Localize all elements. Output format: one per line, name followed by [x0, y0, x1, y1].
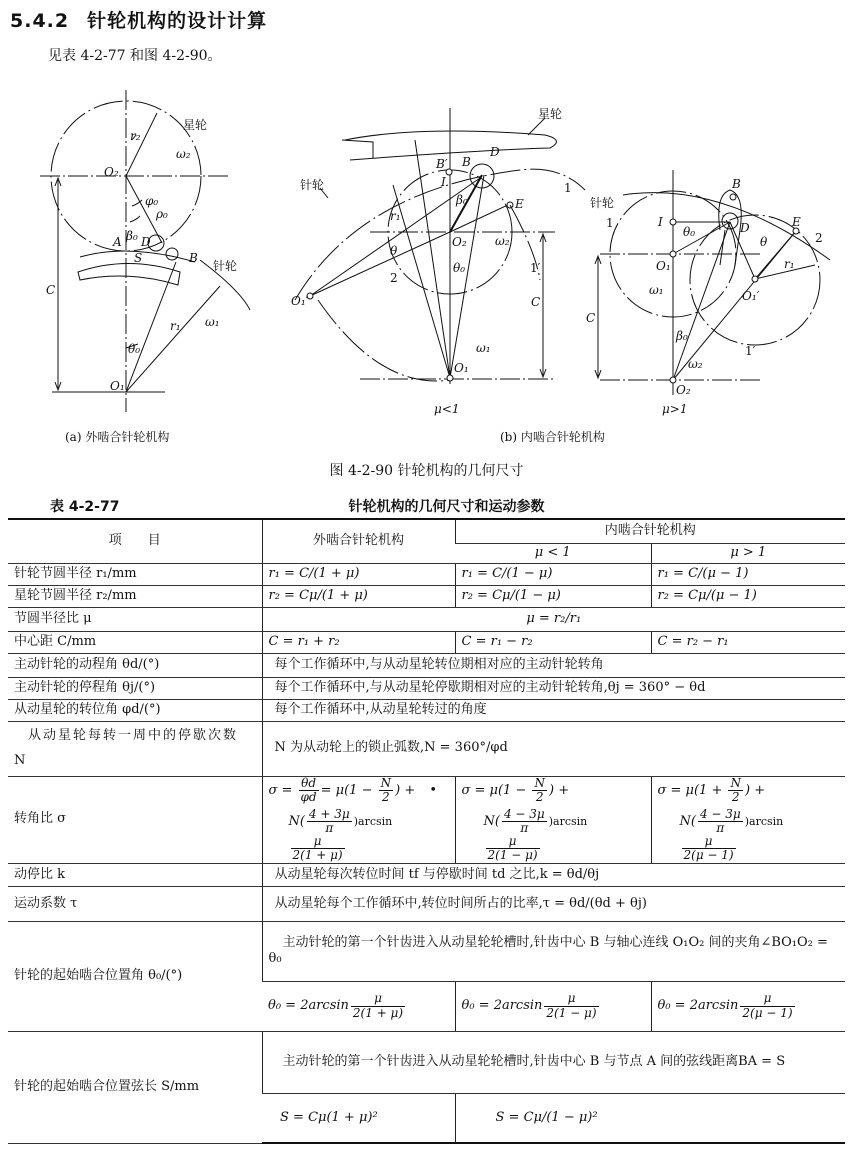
cell-external: r₁ = C/(1 + μ) [262, 563, 455, 585]
r2-line [126, 113, 157, 176]
pin-circle-2 [166, 248, 178, 260]
caption-a: (a) 外啮合针轮机构 [65, 430, 170, 444]
fraction [291, 835, 345, 862]
point-O1 [447, 375, 453, 381]
table-header-row [8, 519, 845, 543]
numerator: N [730, 775, 741, 790]
row-item: 动停比 k [8, 863, 262, 886]
label-theta0: θ₀ [128, 342, 141, 356]
fraction [502, 808, 547, 835]
table-row [8, 563, 845, 585]
label-o1: O₁ [110, 379, 125, 393]
label-pin-wheel: 针轮 [590, 196, 615, 210]
numerator: θd [299, 777, 319, 791]
header-mu-gt-1: μ > 1 [651, 543, 845, 563]
intro-text: 见表 4-2-77 和图 4-2-90。 [48, 48, 222, 64]
row-item: 星轮节圆半径 r₂/mm [8, 585, 262, 607]
header-external: 外啮合针轮机构 [262, 519, 455, 563]
table-row [8, 921, 845, 981]
label-E: E [792, 215, 801, 229]
numerator: μ [486, 835, 540, 849]
fraction [682, 835, 736, 862]
formula-part: σ = [268, 782, 297, 798]
cell-span: 从动星轮每个工作循环中,转位时间所占的比率,τ = θd/(θd + θj) [262, 886, 845, 921]
label-omega2: ω₂ [688, 357, 703, 371]
sigma-line-1 [269, 777, 449, 804]
formula-part: N( [288, 814, 305, 830]
label-A: A [113, 235, 122, 249]
pin-pitch-arc [295, 169, 585, 300]
table-row [8, 677, 845, 699]
row-item: 从动星轮的转位角 φd/(°) [8, 699, 262, 721]
cell-span: N 为从动轮上的锁止弧数,N = 360°/φd [262, 721, 845, 776]
denominator: 2 [382, 789, 390, 804]
figure-a-external-mesh [40, 90, 250, 412]
label-o2: O₂ [676, 383, 691, 397]
line-o1p-o2 [310, 232, 450, 296]
point-O1 [670, 251, 676, 257]
table-title: 针轮机构的几何尺寸和运动参数 [348, 499, 545, 515]
formula-part: = μ(1 − [320, 782, 377, 798]
denominator: φd [300, 789, 317, 804]
label-r2: r₂ [130, 129, 141, 143]
cell-span: 每个工作循环中,与从动星轮停歇期相对应的主动针轮转角,θj = 360° − θd [262, 677, 845, 699]
section-number: 5.4.2 [10, 10, 70, 32]
cell-mu-gt-1: r₁ = C/(μ − 1) [651, 563, 845, 585]
label-I: I [441, 175, 446, 189]
table-row [8, 607, 845, 631]
section-heading [10, 6, 267, 33]
table-row [8, 863, 845, 886]
cell-mu-lt-1 [455, 776, 651, 863]
fraction [698, 808, 743, 835]
label-omega2: ω₂ [176, 147, 191, 161]
cell-external: r₂ = Cμ/(1 + μ) [262, 585, 455, 607]
label-o1: O₁ [656, 259, 671, 273]
sigma-line-1 [462, 777, 645, 804]
sigma-line-2 [462, 808, 645, 863]
label-beta0: β₀ [456, 193, 468, 207]
dot-mark: • [429, 782, 438, 798]
label-curve-2: 2 [390, 271, 398, 285]
table-row [8, 585, 845, 607]
cell-mu-lt-1: S = Cμ/(1 − μ)² [455, 1093, 845, 1143]
label-S: S [134, 251, 143, 265]
sigma-line-2 [269, 808, 449, 863]
cell-span: 主动针轮的第一个针齿进入从动星轮轮槽时,针齿中心 B 与节点 A 间的弦线距离BA = S [262, 1031, 845, 1093]
fraction [307, 808, 352, 835]
cell-external: C = r₁ + r₂ [262, 631, 455, 653]
table-row [8, 776, 845, 863]
numerator: N [534, 775, 545, 790]
formula-part: )arcsin [353, 815, 393, 829]
fraction [532, 777, 547, 804]
formula-part: θ₀ = 2arcsin [657, 998, 739, 1014]
point-B [730, 194, 736, 200]
formula-part: σ = μ(1 − [461, 782, 531, 798]
label-C: C [46, 283, 56, 297]
table-row [8, 886, 845, 921]
label-o1-prime: O₁′ [742, 289, 760, 303]
denominator: 2 [731, 789, 740, 804]
label-beta0: β₀ [676, 329, 688, 343]
sigma-line-1 [658, 777, 840, 804]
cell-mu-lt-1 [455, 981, 651, 1031]
label-curve-1: 1 [564, 181, 572, 195]
table-row [8, 721, 845, 776]
formula-part: ) + [548, 782, 570, 798]
formula-part: )arcsin [548, 815, 588, 829]
numerator: 4 − 3μ [503, 806, 545, 821]
cell-mu-gt-1: r₂ = Cμ/(μ − 1) [651, 585, 845, 607]
denominator: π [716, 821, 725, 836]
section-title: 针轮机构的设计计算 [87, 10, 268, 32]
row-item: 节圆半径比 μ [8, 607, 262, 631]
parameters-table [8, 518, 845, 1144]
cell-span: 每个工作循环中,与从动星轮转位期相对应的主动针轮转角 [262, 653, 845, 677]
label-theta0: θ₀ [453, 261, 466, 275]
table-row [8, 631, 845, 653]
figure-b-internal-mu-lt-1 [291, 106, 585, 416]
denominator: 2(1 − μ) [546, 1005, 597, 1020]
formula-part: )arcsin [744, 815, 784, 829]
figure-caption: 图 4-2-90 针轮机构的几何尺寸 [329, 463, 524, 479]
numerator: μ [291, 835, 345, 849]
row-item: 针轮的起始啮合位置角 θ₀/(°) [8, 921, 262, 1031]
numerator: μ [544, 992, 598, 1006]
denominator: 2(1 − μ) [487, 848, 538, 863]
numerator: 4 − 3μ [699, 806, 741, 821]
header-item: 项 目 [8, 519, 262, 563]
label-C: C [531, 295, 541, 309]
label-B: B [462, 155, 471, 169]
denominator: 2 [535, 789, 544, 804]
cell-mu-lt-1: C = r₁ − r₂ [455, 631, 651, 653]
caption-b: (b) 内啮合针轮机构 [500, 430, 605, 444]
label-pin-wheel: 针轮 [213, 259, 238, 273]
label-omega1: ω₁ [476, 341, 491, 355]
cell-external: S = Cμ(1 + μ)² [262, 1093, 455, 1143]
label-theta: θ [760, 235, 768, 249]
row-item: 主动针轮的停程角 θj/(°) [8, 677, 262, 699]
header-internal: 内啮合针轮机构 [455, 519, 845, 543]
label-D: D [490, 145, 500, 159]
label-r1: r₁ [784, 257, 795, 271]
label-E: E [515, 197, 524, 211]
label-omega2: ω₂ [495, 234, 510, 248]
label-curve-1: 1 [606, 216, 614, 230]
label-curve-2: 2 [815, 231, 823, 245]
label-phi0: φ₀ [145, 194, 159, 208]
denominator: π [325, 821, 334, 836]
star-wheel-outline [345, 131, 556, 160]
theta0-line [126, 262, 176, 392]
cell-mu-gt-1: C = r₂ − r₁ [651, 631, 845, 653]
denominator: π [520, 821, 529, 836]
label-o2: O₂ [104, 165, 119, 179]
point-O1-prime [752, 276, 758, 282]
pin-wheel-segment [78, 264, 180, 286]
figure-b-internal-mu-gt-1 [586, 170, 830, 416]
fraction [544, 992, 598, 1019]
condition-mu-gt-1: μ>1 [662, 402, 688, 416]
fraction [486, 835, 540, 862]
fraction [728, 777, 743, 804]
cell-span: μ = r₂/r₁ [262, 607, 845, 631]
header-mu-lt-1: μ < 1 [455, 543, 651, 563]
row-item: 针轮节圆半径 r₁/mm [8, 563, 262, 585]
label-r1: r₁ [390, 209, 401, 223]
row-item: 针轮的起始啮合位置弦长 S/mm [8, 1031, 262, 1143]
label-B: B [189, 251, 198, 265]
row-item: 转角比 σ [8, 776, 262, 863]
fraction [299, 777, 319, 804]
cell-span: 主动针轮的第一个针齿进入从动星轮轮槽时,针齿中心 B 与轴心连线 O₁O₂ 间的夹角∠BO₁O₂ = θ₀ [262, 921, 845, 981]
label-star-wheel: 星轮 [538, 107, 563, 121]
formula-part: θ₀ = 2arcsin [268, 998, 349, 1014]
denominator: 2(μ − 1) [683, 848, 734, 863]
numerator: μ [740, 992, 794, 1006]
condition-mu-lt-1: μ<1 [434, 402, 460, 416]
r1-line [126, 286, 220, 392]
table-row [8, 699, 845, 721]
formula-part: θ₀ = 2arcsin [461, 998, 543, 1014]
label-I: I [658, 215, 663, 229]
label-D: D [141, 235, 151, 249]
formula-part: ) + [395, 782, 416, 798]
label-omega1: ω₁ [649, 283, 664, 297]
label-curve-1-prime: 1′ [530, 261, 541, 275]
label-D: D [740, 221, 750, 235]
point-I [670, 219, 676, 225]
label-o1: O₁ [454, 361, 469, 375]
formula-part: ) + [744, 782, 766, 798]
row-item: 运动系数 τ [8, 886, 262, 921]
numerator: μ [682, 835, 736, 849]
table-row [8, 653, 845, 677]
label-C: C [586, 311, 596, 325]
sigma-line-2 [658, 808, 840, 863]
denominator: 2(1 + μ) [352, 1005, 404, 1020]
figure-4-2-90 [0, 70, 853, 455]
cell-span: 从动星轮每次转位时间 tf 与停歇时间 td 之比,k = θd/θj [262, 863, 845, 886]
row-item: 中心距 C/mm [8, 631, 262, 653]
fraction [740, 992, 794, 1019]
label-pin-wheel: 针轮 [300, 178, 325, 192]
label-rho0: ρ₀ [156, 207, 168, 221]
label-o1-prime: O₁′ [291, 294, 309, 308]
slot-outline [342, 140, 373, 158]
label-theta: θ [390, 244, 398, 258]
label-o2: O₂ [452, 235, 467, 249]
formula-part: N( [483, 814, 500, 830]
label-B: B [732, 177, 741, 191]
label-theta0: θ₀ [683, 225, 696, 239]
denominator: 2(μ − 1) [742, 1005, 793, 1020]
line-o1-d [673, 222, 730, 254]
formula-part: σ = μ(1 + [657, 782, 727, 798]
cell-span: 每个工作循环中,从动星轮转过的角度 [262, 699, 845, 721]
table-row [8, 1031, 845, 1093]
numerator: 4 + 3μ [308, 806, 350, 821]
numerator: μ [351, 992, 405, 1006]
row-item: 从动星轮每转一周中的停歇次数 N [8, 721, 262, 776]
row-item: 主动针轮的动程角 θd/(°) [8, 653, 262, 677]
fraction [351, 992, 405, 1019]
label-curve-1-prime: 1′ [745, 344, 756, 358]
label-omega1: ω₁ [205, 315, 220, 329]
label-B-prime: B′ [436, 157, 448, 171]
label-r1: r₁ [170, 319, 181, 333]
label-star-wheel: 星轮 [183, 118, 208, 132]
denominator: 2(1 + μ) [292, 848, 343, 863]
cell-external [262, 776, 455, 863]
line-o1-far [393, 185, 450, 378]
cell-external [262, 981, 455, 1031]
cell-mu-lt-1: r₁ = C/(1 − μ) [455, 563, 651, 585]
fraction [379, 777, 394, 804]
table-label: 表 4-2-77 [50, 499, 120, 515]
formula-part: N( [679, 814, 696, 830]
cell-mu-gt-1 [651, 981, 845, 1031]
cell-mu-lt-1: r₂ = Cμ/(1 − μ) [455, 585, 651, 607]
numerator: N [380, 775, 392, 790]
label-beta0: β₀ [126, 229, 138, 243]
cell-mu-gt-1 [651, 776, 845, 863]
